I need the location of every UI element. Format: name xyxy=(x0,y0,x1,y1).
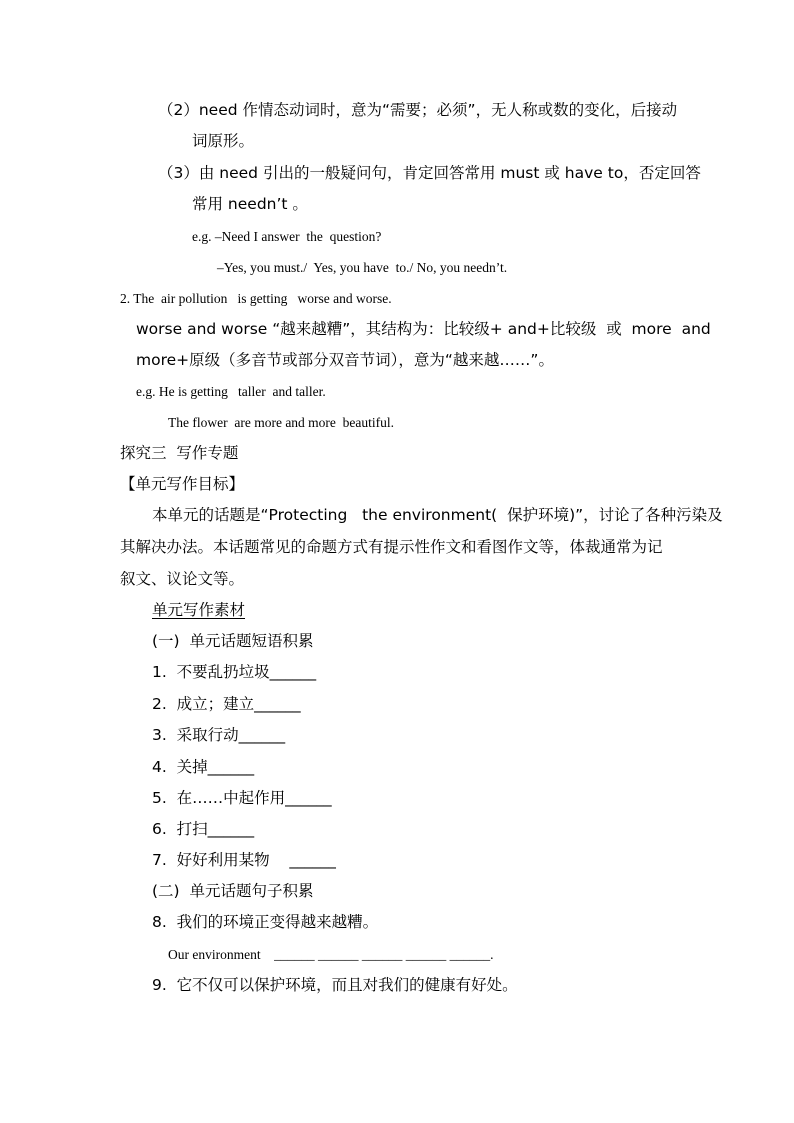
phrase-item-6: 6. 打扫______ xyxy=(152,820,255,838)
phrase-item-4: 4. 关掉______ xyxy=(152,758,255,776)
text-line-need-question-cont: 常用 needn’t 。 xyxy=(192,195,308,213)
phrase-item-1: 1. 不要乱扔垃圾______ xyxy=(152,663,317,681)
sentence-item-9: 9. 它不仅可以保护环境，而且对我们的健康有好处。 xyxy=(152,976,518,994)
paragraph-line-1: 本单元的话题是“Protecting the environment( 保护环境)”，讨论了各种污染及 xyxy=(152,506,723,524)
phrase-section-heading: (一) 单元话题短语积累 xyxy=(152,632,314,650)
phrase-item-2: 2. 成立；建立______ xyxy=(152,695,301,713)
writing-material-heading: 单元写作素材 xyxy=(152,601,246,619)
example-question: e.g. –Need I answer the question? xyxy=(192,229,382,244)
sentence-section-heading: (二) 单元话题句子积累 xyxy=(152,882,314,900)
phrase-item-3: 3. 采取行动______ xyxy=(152,726,286,744)
text-line-need-modal: （2）need 作情态动词时，意为“需要；必须”，无人称或数的变化，后接动 xyxy=(158,101,678,119)
example-flower: The flower are more and more beautiful. xyxy=(168,415,395,430)
section-heading-writing: 探究三 写作专题 xyxy=(120,444,239,462)
example-taller: e.g. He is getting taller and taller. xyxy=(136,384,326,399)
paragraph-line-3: 叙文、议论文等。 xyxy=(120,570,245,588)
text-line-need-modal-cont: 词原形。 xyxy=(192,132,255,150)
paragraph-line-2: 其解决办法。本话题常见的命题方式有提示性作文和看图作文等，体裁通常为记 xyxy=(120,538,663,556)
sentence-item-8-blank: Our environment ______ ______ ______ ______ ______. xyxy=(168,947,494,962)
example-answer: –Yes, you must./ Yes, you have to./ No, you needn’t. xyxy=(217,260,508,275)
text-line-worse-and-worse: worse and worse “越来越糟”，其结构为：比较级+ and+比较级 或 more and xyxy=(136,320,711,338)
phrase-item-5: 5. 在……中起作用______ xyxy=(152,789,332,807)
point-2-heading: 2. The air pollution is getting worse and worse. xyxy=(120,291,392,306)
sentence-item-8: 8. 我们的环境正变得越来越糟。 xyxy=(152,913,379,931)
text-line-need-question: （3）由 need 引出的一般疑问句，肯定回答常用 must 或 have to，否定回答 xyxy=(158,164,701,182)
text-line-worse-and-worse-cont: more+原级（多音节或部分双音节词），意为“越来越……”。 xyxy=(136,351,554,369)
phrase-item-7: 7. 好好利用某物 ______ xyxy=(152,851,336,869)
writing-goal-heading: 【单元写作目标】 xyxy=(120,475,245,493)
